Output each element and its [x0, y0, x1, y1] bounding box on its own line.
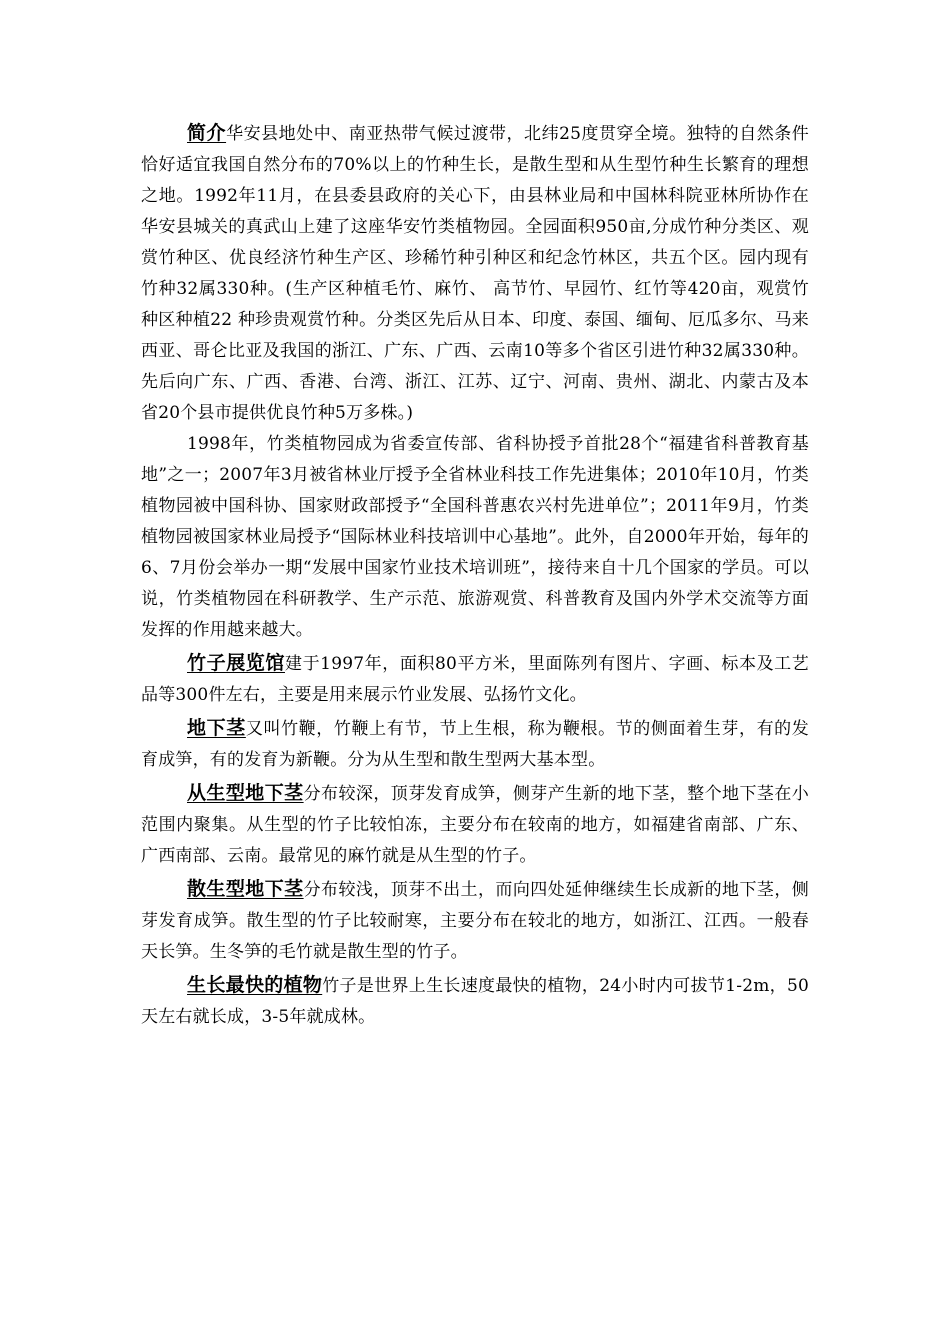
clumping-heading: 从生型地下茎 [187, 782, 304, 804]
exhibition-paragraph [141, 648, 809, 711]
intro-text: 华安县地处中、南亚热带气候过渡带，北纬25度贯穿全境。独特的自然条件恰好适宜我国自然分布的70%以上的竹种生长，是散生型和从生型竹种生长繁育的理想之地。1992年11月，在县委县政府的关心下，由县林业局和中国林科院亚林所协作在华安县城关的真武山上建了这座华安竹类植物园。全园面积950亩,分成竹种分类区、观赏竹种区、优良经济竹种生产区、珍稀竹种引种区和纪念竹林区，共五个区。园内现有竹种32属330种。(生产区种植毛竹、麻竹、 高节竹、早园竹、红竹等420亩，观赏竹种区种植22 种珍贵观赏竹种。分类区先后从日本、印度、泰国、缅甸、厄瓜多尔、马来西亚、哥仑比亚及我国的浙江、广东、广西、云南10等多个省区引进竹种32属330种。先后向广东、广西、香港、台湾、浙江、江苏、辽宁、河南、贵州、湖北、内蒙古及本省20个县市提供优良竹种5万多株。) [141, 124, 809, 423]
fastest-paragraph [141, 970, 809, 1033]
running-text: 分布较浅，顶芽不出土，而向四处延伸继续生长成新的地下茎，侧芽发育成笋。散生型的竹子比较耐寒，主要分布在较北的地方，如浙江、江西。一般春天长笋。生冬笋的毛竹就是散生型的竹子。 [141, 880, 809, 962]
running-heading: 散生型地下茎 [187, 878, 304, 900]
fastest-heading: 生长最快的植物 [187, 974, 323, 996]
exhibition-heading: 竹子展览馆 [187, 652, 285, 674]
fastest-text: 竹子是世界上生长速度最快的植物，24小时内可拔节1-2m，50天左右就长成，3-5年就成林。 [141, 976, 809, 1027]
honors-paragraph [141, 429, 809, 646]
clumping-text: 分布较深，顶芽发育成笋，侧芽产生新的地下茎，整个地下茎在小范围内聚集。从生型的竹子比较怕冻，主要分布在较南的地方，如福建省南部、广东、广西南部、云南。最常见的麻竹就是从生型的竹子。 [141, 784, 809, 866]
rhizome-heading: 地下茎 [187, 717, 246, 739]
intro-paragraph [141, 118, 809, 429]
document-body [141, 118, 809, 1035]
rhizome-paragraph [141, 713, 809, 776]
rhizome-text: 又叫竹鞭，竹鞭上有节，节上生根，称为鞭根。节的侧面着生芽，有的发育成笋，有的发育为新鞭。分为从生型和散生型两大基本型。 [141, 719, 809, 770]
running-paragraph [141, 874, 809, 968]
honors-text: 1998年，竹类植物园成为省委宣传部、省科协授予首批28个“福建省科普教育基地”之一；2007年3月被省林业厅授予全省林业科技工作先进集体；2010年10月，竹类植物园被中国科协、国家财政部授予“全国科普惠农兴村先进单位”；2011年9月，竹类植物园被国家林业局授予“国际林业科技培训中心基地”。此外，自2000年开始，每年的6、7月份会举办一期“发展中国家竹业技术培训班”，接待来自十几个国家的学员。可以说，竹类植物园在科研教学、生产示范、旅游观赏、科普教育及国内外学术交流等方面发挥的作用越来越大。 [141, 434, 809, 640]
exhibition-text: 建于1997年，面积80平方米，里面陈列有图片、字画、标本及工艺品等300件左右，主要是用来展示竹业发展、弘扬竹文化。 [141, 654, 809, 705]
intro-heading: 简介 [187, 122, 227, 144]
clumping-paragraph [141, 778, 809, 872]
